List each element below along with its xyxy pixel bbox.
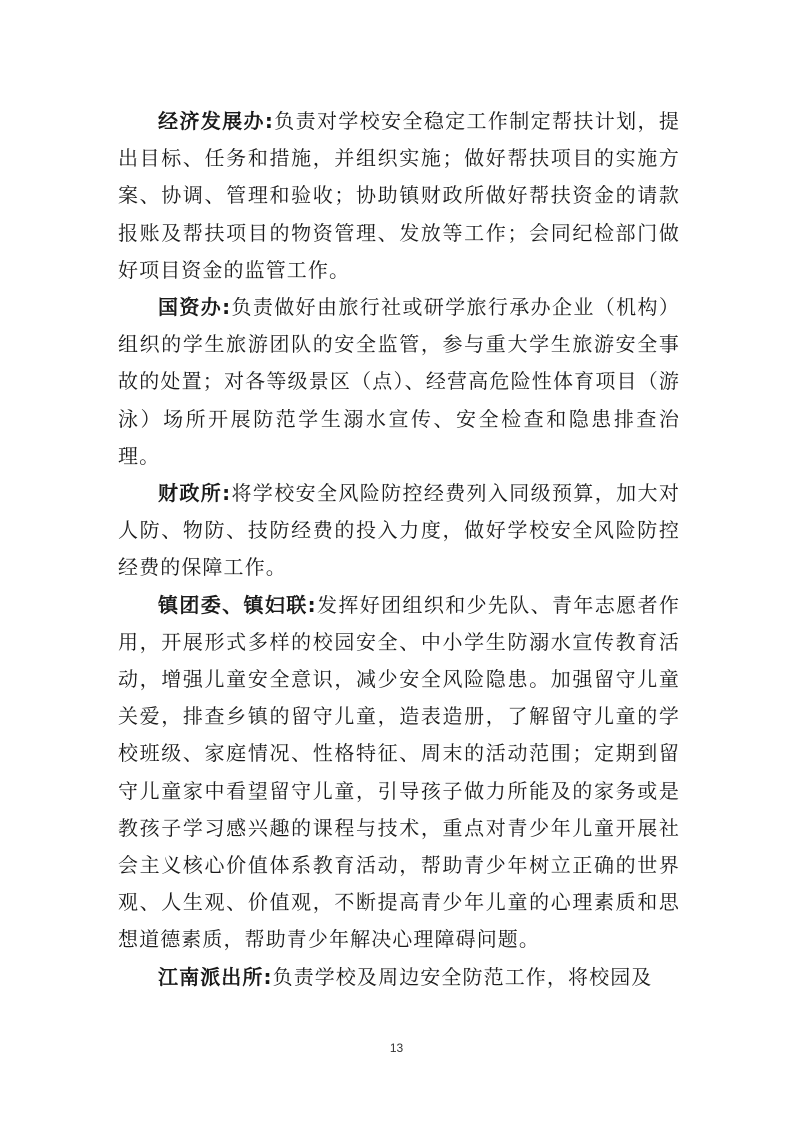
paragraph-jiangnan-police-station	[118, 959, 680, 996]
paragraph-youth-league-womens-federation	[118, 587, 680, 959]
paragraph-text: 将学校安全风险防控经费列入同级预算，加大对人防、物防、技防经费的投入力度，做好学校安全风险防控经费的保障工作。	[118, 481, 680, 580]
paragraph-lead: 财政所:	[158, 481, 232, 506]
paragraph-text: 负责对学校安全稳定工作制定帮扶计划，提出目标、任务和措施，并组织实施；做好帮扶项目的实施方案、协调、管理和验收；协助镇财政所做好帮扶资金的请款报账及帮扶项目的物资管理、发放等工作；会同纪检部门做好项目资金的监管工作。	[118, 109, 680, 282]
paragraph-finance-office	[118, 475, 680, 587]
paragraph-state-assets-office	[118, 289, 680, 475]
paragraph-lead: 国资办:	[158, 295, 232, 320]
paragraph-lead: 江南派出所:	[158, 964, 273, 989]
body-text	[118, 103, 680, 996]
paragraph-lead: 镇团委、镇妇联:	[158, 592, 317, 617]
paragraph-text: 负责做好由旅行社或研学旅行承办企业（机构）组织的学生旅游团队的安全监管，参与重大学生旅游安全事故的处置；对各等级景区（点）、经营高危险性体育项目（游泳）场所开展防范学生溺水宣传、安全检查和隐患排查治理。	[118, 295, 680, 468]
paragraph-text: 发挥好团组织和少先队、青年志愿者作用，开展形式多样的校园安全、中小学生防溺水宣传教育活动，增强儿童安全意识，减少安全风险隐患。加强留守儿童关爱，排查乡镇的留守儿童，造表造册，了解留守儿童的学校班级、家庭情况、性格特征、周末的活动范围；定期到留守儿童家中看望留守儿童，引导孩子做力所能及的家务或是教孩子学习感兴趣的课程与技术，重点对青少年儿童开展社会主义核心价值体系教育活动，帮助青少年树立正确的世界观、人生观、价值观，不断提高青少年儿童的心理素质和思想道德素质，帮助青少年解决心理障碍问题。	[118, 592, 680, 952]
paragraph-text: 负责学校及周边安全防范工作，将校园及	[272, 964, 653, 989]
paragraph-lead: 经济发展办:	[158, 109, 274, 133]
page-number: 13	[389, 1041, 404, 1055]
paragraph-economic-development-office	[118, 103, 680, 289]
